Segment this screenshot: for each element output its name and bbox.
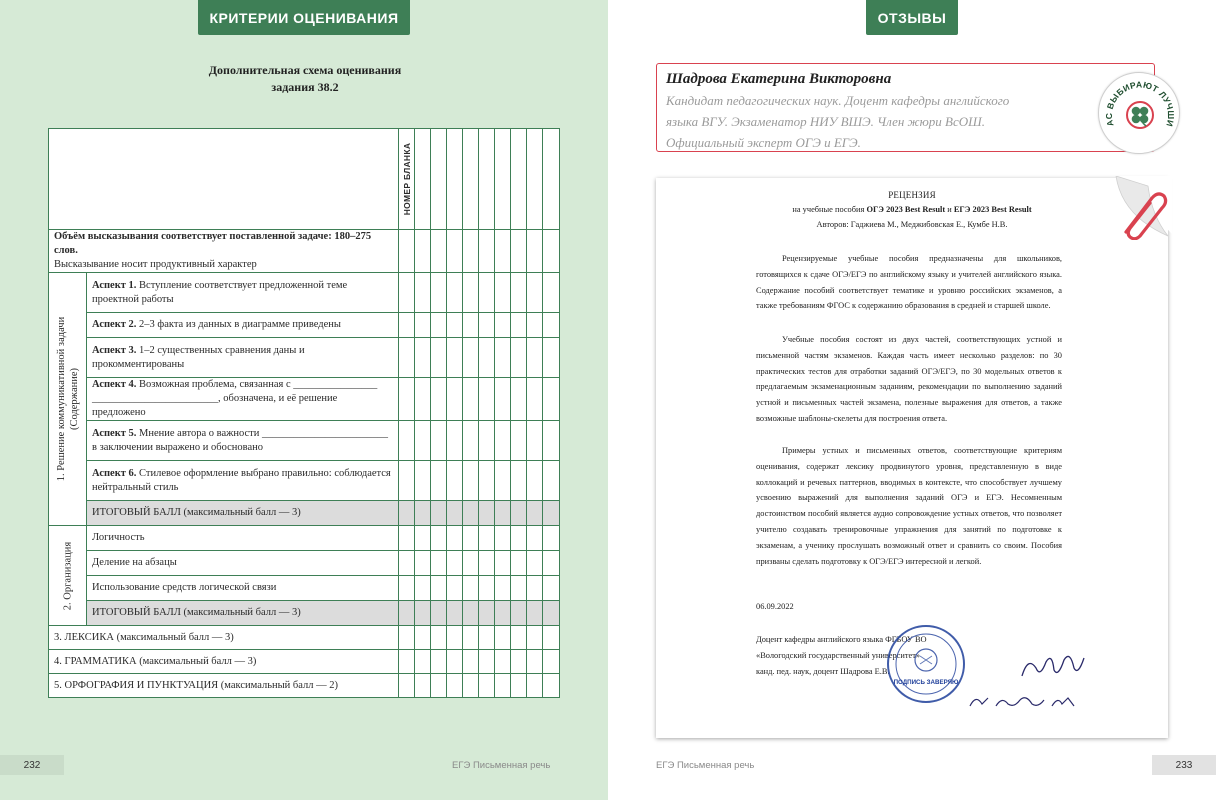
score-cell — [511, 421, 527, 461]
aspect-label: Аспект 3. — [92, 344, 137, 356]
score-cell — [447, 461, 463, 501]
score-cell — [511, 338, 527, 378]
score-cell — [479, 378, 495, 421]
score-cell — [463, 129, 479, 230]
score-cell — [431, 650, 447, 674]
scheme-title — [180, 62, 430, 96]
score-cell — [527, 230, 543, 273]
review-title: РЕЦЕНЗИЯ — [888, 190, 936, 200]
aspect-cell — [87, 421, 399, 461]
score-cell — [447, 273, 463, 313]
score-cell — [447, 338, 463, 378]
score-cell — [463, 576, 479, 601]
author-name: Шадрова Екатерина Викторовна — [666, 71, 892, 87]
total-row — [49, 601, 560, 626]
score-cell — [463, 551, 479, 576]
score-cell — [543, 378, 560, 421]
volume-row — [49, 230, 560, 273]
score-cell — [463, 378, 479, 421]
score-cell — [511, 313, 527, 338]
score-cell — [431, 461, 447, 501]
score-cell — [447, 526, 463, 551]
stamp-text: ПОДПИСЬ ЗАВЕРЯЮ — [893, 679, 959, 686]
score-cell — [495, 626, 511, 650]
score-cell — [431, 626, 447, 650]
total-2-label: ИТОГОВЫЙ БАЛЛ (максимальный балл — 3) — [92, 607, 301, 618]
score-cell — [415, 421, 431, 461]
score-cell — [543, 338, 560, 378]
score-cell — [479, 338, 495, 378]
score-cell — [527, 129, 543, 230]
aspect-row — [49, 378, 560, 421]
org-cell — [87, 576, 399, 601]
signature-line-1: Доцент кафедры английского языка ФГБОУ ВО — [756, 635, 927, 644]
score-cell — [463, 421, 479, 461]
score-cell — [399, 650, 415, 674]
score-cell — [495, 576, 511, 601]
score-cell — [543, 551, 560, 576]
score-cell — [543, 650, 560, 674]
criteria-table — [48, 128, 560, 698]
score-cell — [463, 461, 479, 501]
score-cell — [399, 501, 415, 526]
score-cell — [399, 526, 415, 551]
score-cell — [479, 526, 495, 551]
header-empty-cell — [49, 129, 399, 230]
score-cell — [479, 421, 495, 461]
score-cell — [543, 674, 560, 698]
score-cell — [399, 230, 415, 273]
score-cell — [447, 601, 463, 626]
stamp-icon — [884, 622, 968, 706]
score-cell — [447, 378, 463, 421]
review-subtitle — [656, 205, 1168, 214]
signature-icon — [1018, 648, 1088, 684]
score-cell — [543, 421, 560, 461]
score-cell — [463, 273, 479, 313]
org-cell — [87, 551, 399, 576]
page-number-left: 232 — [0, 755, 64, 775]
author-box — [656, 63, 1155, 152]
page-number-right: 233 — [1152, 755, 1216, 775]
aspect-label: Аспект 4. — [92, 379, 137, 390]
score-cell — [527, 273, 543, 313]
score-cell — [511, 601, 527, 626]
score-cell — [431, 501, 447, 526]
score-cell — [479, 129, 495, 230]
review-authors: Авторов: Гаджиева М., Меджибовская Е., Кумбе Н.В. — [816, 220, 1008, 229]
nomer-blanka-label: НОМЕР БЛАНКА — [401, 142, 412, 216]
score-cell — [479, 674, 495, 698]
score-cell — [431, 601, 447, 626]
score-cell — [415, 674, 431, 698]
right-page — [608, 0, 1216, 800]
aspect-text: Возможная проблема, связанная с ________________ ________________________, обозначена, и её решение предложено — [92, 379, 378, 418]
score-cell — [415, 626, 431, 650]
score-cell — [479, 576, 495, 601]
score-cell — [511, 461, 527, 501]
score-cell — [399, 576, 415, 601]
score-cell — [415, 650, 431, 674]
score-cell — [527, 551, 543, 576]
criterion-label: 3. ЛЕКСИКА (максимальный балл — 3) — [54, 631, 234, 643]
score-cell — [415, 601, 431, 626]
score-cell — [511, 501, 527, 526]
org-item-label: Деление на абзацы — [92, 557, 177, 568]
score-cell — [495, 650, 511, 674]
score-cell — [447, 674, 463, 698]
score-cell — [415, 526, 431, 551]
score-cell — [399, 551, 415, 576]
score-cell — [431, 230, 447, 273]
score-cell — [495, 421, 511, 461]
best-choice-badge — [1098, 72, 1180, 154]
section-2-cell-label: 2. Организация — [62, 541, 73, 610]
volume-cell — [49, 230, 399, 273]
score-cell — [415, 273, 431, 313]
score-cell — [447, 626, 463, 650]
score-cell — [399, 338, 415, 378]
aspect-label: Аспект 5. — [92, 427, 137, 439]
signature-2-icon — [968, 690, 1078, 712]
footer-left: ЕГЭ Письменная речь — [452, 760, 551, 771]
score-cell — [527, 626, 543, 650]
criterion-row — [49, 674, 560, 698]
author-desc-line: Официальный эксперт ОГЭ и ЕГЭ. — [666, 135, 861, 150]
aspect-cell — [87, 313, 399, 338]
review-date: 06.09.2022 — [756, 602, 794, 611]
score-cell — [463, 526, 479, 551]
score-cell — [543, 626, 560, 650]
score-cell — [495, 273, 511, 313]
score-cell — [479, 650, 495, 674]
author-desc-line: Кандидат педагогических наук. Доцент кафедры английского — [666, 93, 1010, 108]
score-cell — [463, 674, 479, 698]
total-cell — [87, 501, 399, 526]
score-cell — [495, 338, 511, 378]
score-cell — [543, 313, 560, 338]
score-cell — [447, 230, 463, 273]
score-cell — [543, 230, 560, 273]
score-cell — [495, 526, 511, 551]
total-cell — [87, 601, 399, 626]
criterion-row — [49, 650, 560, 674]
score-cell — [399, 378, 415, 421]
score-cell — [527, 601, 543, 626]
score-cell — [447, 576, 463, 601]
score-cell — [479, 461, 495, 501]
score-cell — [399, 273, 415, 313]
org-item-label: Использование средств логической связи — [92, 582, 277, 593]
score-cell — [415, 551, 431, 576]
score-cell — [463, 501, 479, 526]
score-cell — [511, 526, 527, 551]
header-nomer-cell — [399, 129, 415, 230]
aspect-text: Стилевое оформление выбрано правильно: соблюдается нейтральный стиль — [92, 467, 391, 493]
section-1-cell — [49, 273, 87, 526]
score-cell — [431, 273, 447, 313]
aspect-row — [49, 313, 560, 338]
score-cell — [431, 576, 447, 601]
score-cell — [447, 129, 463, 230]
score-cell — [431, 338, 447, 378]
org-item-label: Логичность — [92, 532, 145, 543]
criteria-banner: КРИТЕРИИ ОЦЕНИВАНИЯ — [198, 0, 410, 35]
score-cell — [431, 129, 447, 230]
org-cell — [87, 526, 399, 551]
score-cell — [511, 230, 527, 273]
volume-bold: Объём высказывания соответствует поставленной задаче: 180–275 слов. — [54, 231, 372, 256]
score-cell — [527, 338, 543, 378]
aspect-label: Аспект 2. — [92, 319, 137, 330]
review-subtitle-book1: ОГЭ 2023 Best Result — [866, 205, 946, 214]
score-cell — [495, 601, 511, 626]
reviews-banner: ОТЗЫВЫ — [866, 0, 958, 35]
review-paragraph-3: Примеры устных и письменных ответов, соответствующие критериям оценивания, содержат лексику продвинутого уровня, представленную в виде коллокаций и речевых паттернов, вводимых в контексте, что способствует лучшему усвоению выражений для выполнения заданий ОГЭ и ЕГЭ. Несомненным достоинством пособий является аудио сопровождение устных ответов, что позволяет учителю создавать тренировочные упражнения для занятий по подготовке к экзаменам, а ученику прослушать возможный ответ и сравнить со своим. Пособия призваны сделать подготовку к ОГЭ/ЕГЭ интересной и легкой. — [756, 446, 1062, 566]
score-cell — [399, 601, 415, 626]
score-cell — [543, 601, 560, 626]
total-1-label: ИТОГОВЫЙ БАЛЛ (максимальный балл — 3) — [92, 507, 301, 518]
aspect-row — [49, 273, 560, 313]
score-cell — [495, 551, 511, 576]
score-cell — [463, 338, 479, 378]
signature-line-3: канд. пед. наук, доцент Шадрова Е.В. — [756, 667, 890, 676]
aspect-row — [49, 461, 560, 501]
footer-right: ЕГЭ Письменная речь — [656, 760, 755, 771]
criterion-cell — [49, 626, 399, 650]
review-paragraph-2: Учебные пособия состоят из двух частей, соответствующих устной и письменной частям экзаменов. Каждая часть имеет несколько разделов: по 30 практических тестов для отработки заданий ОГЭ/ЕГЭ, по 30 модельных ответов к предлагаемым экзаменационным заданиям, рекомендации по выполнению заданий устной и письменных частей экзамена, полезные выражения для ответов, а также возможные шаблоны-скелеты для построения ответа. — [756, 335, 1062, 423]
score-cell — [495, 313, 511, 338]
criterion-cell — [49, 650, 399, 674]
section-2-cell — [49, 526, 87, 626]
badge-text: АС ВЫБИРАЮТ ЛУЧШИ — [1103, 79, 1177, 128]
score-cell — [543, 501, 560, 526]
org-row — [49, 526, 560, 551]
score-cell — [527, 576, 543, 601]
score-cell — [399, 674, 415, 698]
score-cell — [479, 626, 495, 650]
score-cell — [479, 273, 495, 313]
aspect-cell — [87, 338, 399, 378]
score-cell — [479, 313, 495, 338]
score-cell — [463, 230, 479, 273]
score-cell — [463, 313, 479, 338]
score-cell — [463, 626, 479, 650]
score-cell — [495, 674, 511, 698]
score-cell — [543, 526, 560, 551]
review-subtitle-mid: и — [945, 205, 954, 214]
score-cell — [415, 338, 431, 378]
org-row — [49, 576, 560, 601]
section-1-cell-label: 1. Решение коммуникативной задачи (Содержание) — [55, 316, 80, 482]
review-paragraph-1: Рецензируемые учебные пособия предназначены для школьников, готовящихся к сдаче ОГЭ/ЕГЭ по английскому языку и учителей английского языка. Содержание пособий соответствует тематике и уровню российских экзаменов, а также требованиям ФГОС к содержанию образования в средней и старшей школе. — [756, 254, 1062, 311]
criterion-cell — [49, 674, 399, 698]
volume-rest: Высказывание носит продуктивный характер — [54, 259, 257, 270]
score-cell — [511, 626, 527, 650]
score-cell — [415, 501, 431, 526]
author-desc-line: языка ВГУ. Экзаменатор НИУ ВШЭ. Член жюри ВсОШ. — [666, 114, 985, 129]
aspect-text: 1–2 существенных сравнения даны и прокомментированы — [92, 344, 305, 370]
scheme-title-line1: Дополнительная схема оценивания — [208, 63, 402, 77]
score-cell — [479, 230, 495, 273]
score-cell — [431, 378, 447, 421]
score-cell — [399, 461, 415, 501]
score-cell — [479, 601, 495, 626]
aspect-label: Аспект 6. — [92, 467, 137, 479]
criterion-row — [49, 626, 560, 650]
score-cell — [415, 378, 431, 421]
score-cell — [495, 461, 511, 501]
score-cell — [527, 674, 543, 698]
score-cell — [415, 313, 431, 338]
score-cell — [511, 551, 527, 576]
review-subtitle-book2: ЕГЭ 2023 Best Result — [953, 205, 1032, 214]
score-cell — [415, 230, 431, 273]
score-cell — [511, 378, 527, 421]
aspect-cell — [87, 461, 399, 501]
aspect-text: Мнение автора о важности ________________________ в заключении выражено и обосновано — [92, 427, 388, 453]
score-cell — [543, 273, 560, 313]
score-cell — [527, 313, 543, 338]
score-cell — [495, 378, 511, 421]
score-cell — [479, 501, 495, 526]
aspect-row — [49, 338, 560, 378]
clover-icon — [1127, 102, 1153, 128]
score-cell — [527, 526, 543, 551]
score-cell — [399, 313, 415, 338]
score-cell — [431, 674, 447, 698]
aspect-text: Вступление соответствует предложенной теме проектной работы — [92, 279, 348, 305]
score-cell — [527, 501, 543, 526]
scheme-title-line2: задания 38.2 — [271, 80, 339, 94]
score-cell — [415, 461, 431, 501]
score-cell — [527, 461, 543, 501]
aspect-cell — [87, 378, 399, 421]
org-row — [49, 551, 560, 576]
score-cell — [463, 601, 479, 626]
score-cell — [543, 461, 560, 501]
criterion-label: 4. ГРАММАТИКА (максимальный балл — 3) — [54, 655, 257, 667]
score-cell — [463, 650, 479, 674]
review-subtitle-pre: на учебные пособия — [792, 205, 867, 214]
score-cell — [511, 674, 527, 698]
score-cell — [543, 576, 560, 601]
score-cell — [399, 626, 415, 650]
score-cell — [495, 230, 511, 273]
score-cell — [447, 501, 463, 526]
score-cell — [511, 650, 527, 674]
score-cell — [511, 273, 527, 313]
score-cell — [511, 129, 527, 230]
aspect-row — [49, 421, 560, 461]
score-cell — [447, 313, 463, 338]
score-cell — [511, 576, 527, 601]
score-cell — [527, 421, 543, 461]
score-cell — [527, 378, 543, 421]
criterion-label: 5. ОРФОГРАФИЯ И ПУНКТУАЦИЯ (максимальный балл — 2) — [54, 679, 338, 691]
total-row — [49, 501, 560, 526]
score-cell — [527, 650, 543, 674]
aspect-cell — [87, 273, 399, 313]
score-cell — [431, 526, 447, 551]
score-cell — [447, 551, 463, 576]
score-cell — [415, 576, 431, 601]
score-cell — [431, 551, 447, 576]
score-cell — [447, 421, 463, 461]
paperclip-icon — [1118, 188, 1168, 240]
aspect-text: 2–3 факта из данных в диаграмме приведены — [136, 319, 341, 330]
table-header-row — [49, 129, 560, 230]
score-cell — [543, 129, 560, 230]
score-cell — [479, 551, 495, 576]
score-cell — [415, 129, 431, 230]
score-cell — [431, 313, 447, 338]
badge-icon — [1099, 73, 1181, 155]
aspect-label: Аспект 1. — [92, 279, 137, 291]
score-cell — [399, 421, 415, 461]
score-cell — [447, 650, 463, 674]
score-cell — [431, 421, 447, 461]
score-cell — [495, 501, 511, 526]
signature-line-2: «Вологодский государственный университет» — [756, 651, 921, 660]
score-cell — [495, 129, 511, 230]
